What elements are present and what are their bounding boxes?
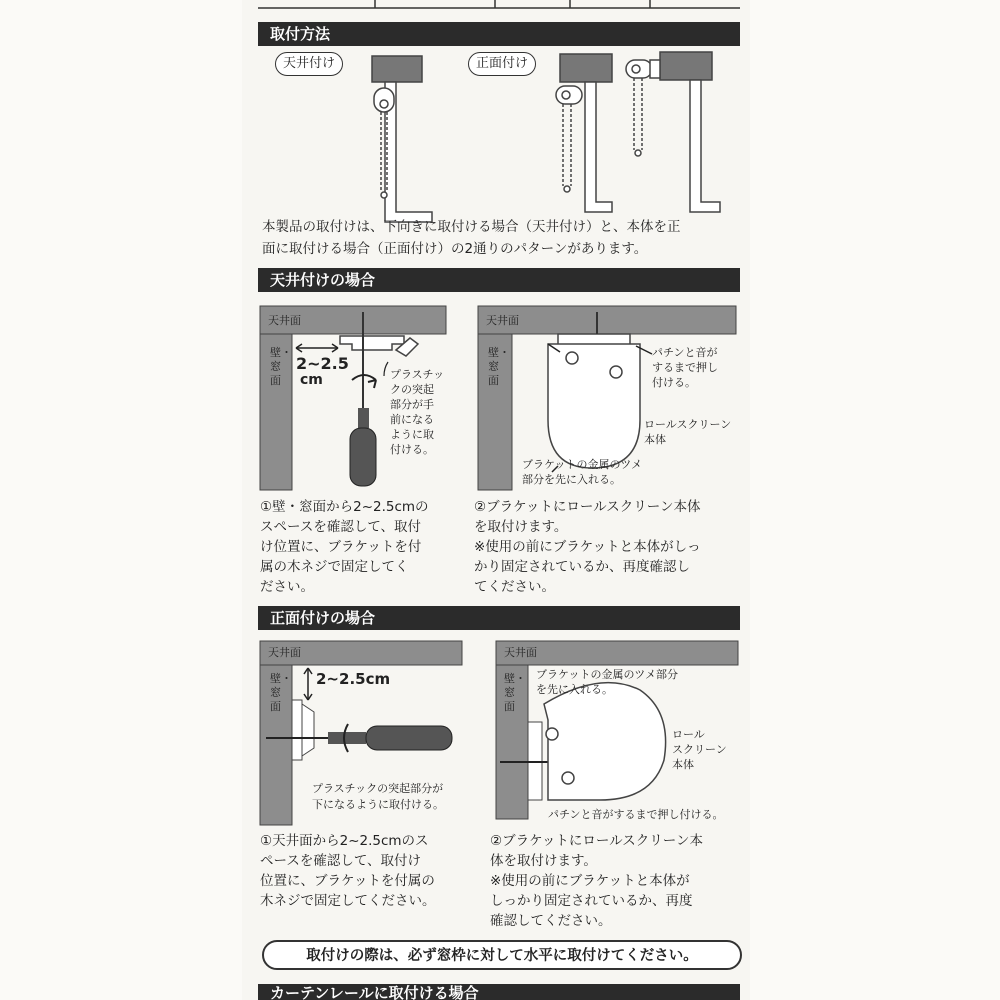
front-fig1-note-line-1: プラスチックの突起部分が [312,782,444,795]
ceiling-label: 天井面 [268,314,301,327]
front-claw-note-line-1: ブラケットの金属のツメ部分 [536,668,679,681]
top-table-fragment [258,0,740,8]
ceiling-step1-line-5: ださい。 [260,579,314,595]
front-fig1-note-line-2: 下になるように取付ける。 [312,798,444,811]
ceiling-step2-line-5: てください。 [474,579,555,595]
front-mount-illustration [556,52,720,212]
wall-label: 壁・窓面 [270,346,292,387]
section-header-front-case: 正面付けの場合 [258,606,740,630]
ceiling-label-2: 天井面 [486,314,519,327]
wall-label-3: 壁・窓面 [270,672,292,713]
front-body-label-line-3: 本体 [672,758,694,771]
front-step2-line-2: 体を取付けます。 [490,853,597,869]
front-mount-label: 正面付け [468,52,536,76]
front-step1-line-2: ペースを確認して、取付け [260,853,422,869]
front-step2-line-1: ②ブラケットにロールスクリーン本 [490,833,703,849]
fig1-note-line-6: 付ける。 [390,443,434,456]
horizontal-mount-notice: 取付けの際は、必ず窓枠に対して水平に取付けてください。 [262,940,742,970]
ceiling-step1-line-4: 属の木ネジで固定してく [260,559,409,575]
click-note-line-2: するまで押し [652,361,718,374]
ceiling-step2-line-1: ②ブラケットにロールスクリーン本体 [474,499,701,515]
ceiling-label-4: 天井面 [504,646,537,659]
click-note-line-1: パチンと音が [652,346,718,359]
section-header-curtain-rail: カーテンレールに取付ける場合 [258,984,740,1000]
claw-note-line-1: ブラケットの金属のツメ [522,458,643,471]
body-label-line-2: 本体 [644,433,666,446]
body-label-line-1: ロールスクリーン [644,418,732,431]
ceiling-mount-label: 天井付け [275,52,343,76]
front-step2-line-4: しっかり固定されているか、再度 [490,893,693,909]
front-step2-line-5: 確認してください。 [490,913,612,929]
front-claw-note-line-2: を先に入れる。 [536,683,613,696]
method-description-line-1: 本製品の取付けは、下向きに取付ける場合（天井付け）と、本体を正 [262,219,681,235]
section-header-method: 取付方法 [258,22,740,46]
wall-label-4: 壁・窓面 [504,672,526,713]
ceiling-label-3: 天井面 [268,646,301,659]
front-step2-line-3: ※使用の前にブラケットと本体が [490,873,690,889]
distance-label: 2~2.5 [296,354,349,373]
front-body-label-line-1: ロール [672,728,705,741]
ceiling-step1-line-3: け位置に、ブラケットを付 [260,539,422,555]
front-step1-line-1: ①天井面から2~2.5cmのス [260,833,429,849]
front-click-note: パチンと音がするまで押し付ける。 [548,808,724,821]
fig1-note-line-3: 部分が手 [390,398,434,411]
ceiling-step1-line-1: ①壁・窓面から2~2.5cmの [260,499,429,515]
click-note-line-3: 付ける。 [652,376,696,389]
claw-note-line-2: 部分を先に入れる。 [522,473,621,486]
ceiling-step2-line-3: ※使用の前にブラケットと本体がしっ [474,539,701,555]
unit-label: cm [300,372,323,388]
method-description-line-2: 面に取付ける場合（正面付け）の2通りのパターンがあります。 [262,241,648,257]
section-header-ceiling-case: 天井付けの場合 [258,268,740,292]
ceiling-mount-illustration [372,56,432,222]
fig1-note-line-5: ように取 [390,428,434,441]
front-body-label-line-2: スクリーン [672,743,727,756]
front-distance-label: 2~2.5cm [316,670,391,688]
front-step1-line-3: 位置に、ブラケットを付属の [260,873,435,889]
ceiling-step2-line-2: を取付けます。 [474,519,568,535]
fig1-note-line-1: プラスチッ [390,368,445,381]
ceiling-step2-line-4: かり固定されているか、再度確認し [474,559,690,575]
fig1-note-line-2: クの突起 [390,383,434,396]
front-step1-line-4: 木ネジで固定してください。 [260,893,436,909]
fig1-note-line-4: 前になる [390,413,434,426]
ceiling-step1-line-2: スペースを確認して、取付 [260,519,422,535]
wall-label-2: 壁・窓面 [488,346,510,387]
